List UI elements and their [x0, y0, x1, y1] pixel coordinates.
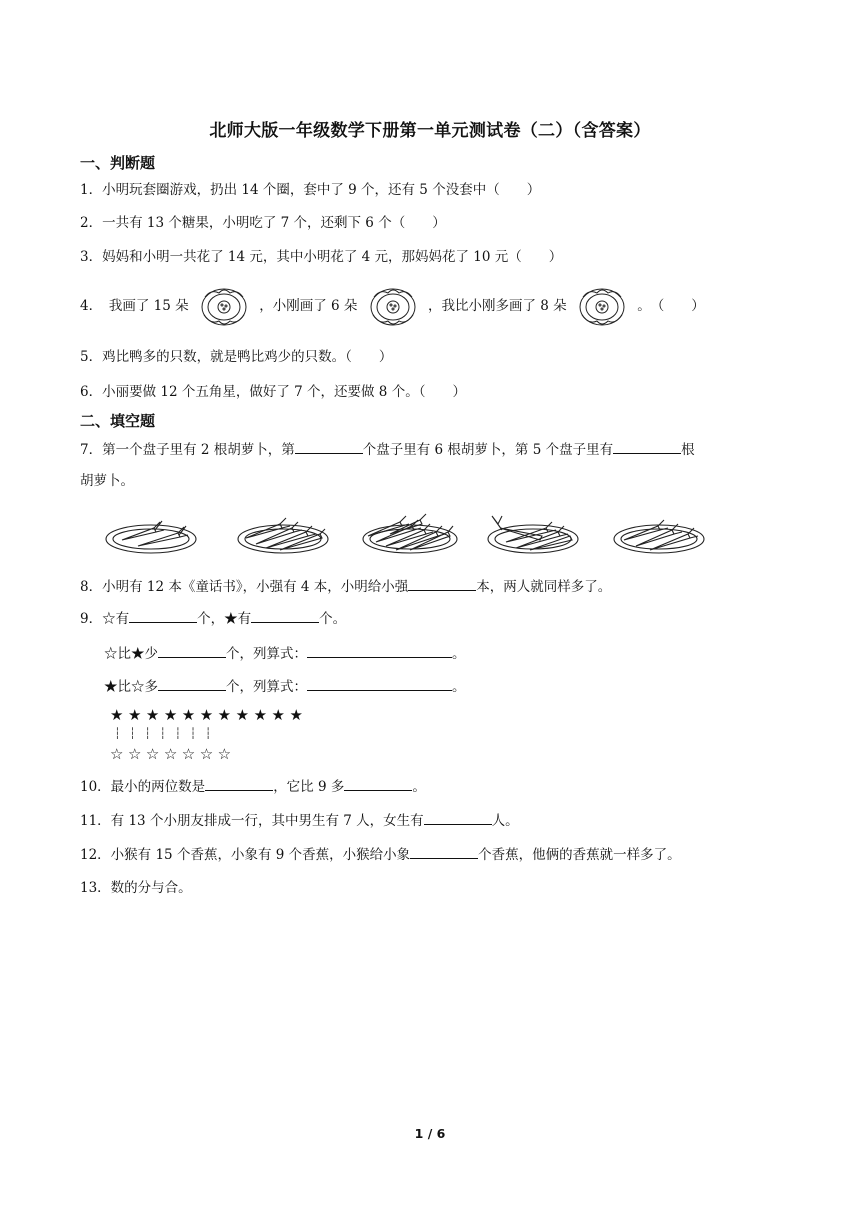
question-9-line-3-part-c: 。 [452, 679, 466, 695]
white-stars-row: ☆☆☆☆☆☆☆ [110, 745, 236, 763]
question-7-part-b: 个盘子里有 6 根胡萝卜，第 5 个盘子里有 [362, 442, 614, 458]
question-4-part-b: ，小刚画了 6 朵 [259, 298, 358, 314]
question-6: 6．小丽要做 12 个五角星，做好了 7 个，还要做 8 个。（ ） [80, 384, 466, 400]
question-5: 5．鸡比鸭多的只数，就是鸭比鸡少的只数。（ ） [80, 349, 393, 365]
question-12-part-a: 12．小猴有 15 个香蕉，小象有 9 个香蕉，小猴给小象 [80, 847, 411, 863]
question-4-part-a: 4． 我画了 15 朵 [80, 298, 189, 314]
question-9-line-2-part-b: 个，列算式： [226, 646, 307, 662]
section-heading-fill-in: 二、填空题 [80, 412, 156, 430]
question-9 [80, 608, 346, 629]
answer-blank[interactable] [344, 776, 412, 791]
carrot-plate-image [104, 506, 198, 556]
question-11-part-a: 11．有 13 个小朋友排成一行，其中男生有 7 人，女生有 [80, 813, 424, 829]
question-9-line-2-part-c: 。 [452, 646, 466, 662]
answer-blank[interactable] [307, 643, 452, 658]
question-8-part-b: 本，两人就同样多了。 [476, 579, 612, 595]
flower-icon [199, 285, 249, 329]
question-7-part-c: 根 [681, 442, 695, 458]
question-3: 3．妈妈和小明一共花了 14 元，其中小明花了 4 元，那妈妈花了 10 元（ ） [80, 249, 563, 265]
question-9-part-b: 个，★有 [197, 611, 252, 627]
question-4-part-d: 。 （ ） [637, 298, 705, 314]
question-12-part-b: 个香蕉，他俩的香蕉就一样多了。 [478, 847, 681, 863]
dashed-connectors-row: ┆┆┆┆┆┆┆ [114, 727, 220, 740]
question-9-line-2 [104, 643, 466, 664]
question-9-line-3-part-b: 个，列算式： [226, 679, 307, 695]
question-9-part-a: 9．☆有 [80, 611, 130, 627]
black-stars-row: ★★★★★★★★★★★ [110, 706, 308, 724]
question-9-line-3-part-a: ★比☆多 [104, 679, 158, 695]
question-10-part-a: 10．最小的两位数是 [80, 779, 206, 795]
carrot-plate-image [236, 506, 330, 556]
carrot-plate-image [612, 506, 706, 556]
answer-blank[interactable] [158, 643, 226, 658]
answer-blank[interactable] [307, 676, 452, 691]
question-7 [80, 439, 695, 460]
question-9-line-3 [104, 676, 466, 697]
question-10 [80, 776, 426, 797]
question-10-part-c: 。 [412, 779, 426, 795]
flower-icon [577, 285, 627, 329]
section-heading-judgement: 一、判断题 [80, 154, 156, 172]
answer-blank[interactable] [205, 776, 273, 791]
question-1: 1．小明玩套圈游戏，扔出 14 个圈，套中了 9 个，还有 5 个没套中（ ） [80, 182, 541, 198]
answer-blank[interactable] [158, 676, 226, 691]
question-7-continued: 胡萝卜。 [80, 473, 134, 489]
carrot-plate-image [486, 506, 580, 556]
page-title: 北师大版一年级数学下册第一单元测试卷（二）（含答案） [209, 121, 651, 141]
question-7-part-a: 7．第一个盘子里有 2 根胡萝卜，第 [80, 442, 295, 458]
answer-blank[interactable] [424, 810, 492, 825]
question-8 [80, 576, 611, 597]
question-4-part-c: ，我比小刚多画了 8 朵 [427, 298, 567, 314]
answer-blank[interactable] [408, 576, 476, 591]
question-10-part-b: ，它比 9 多 [273, 779, 345, 795]
flower-icon [368, 285, 418, 329]
question-2: 2．一共有 13 个糖果，小明吃了 7 个，还剩下 6 个（ ） [80, 215, 446, 231]
answer-blank[interactable] [251, 608, 319, 623]
page-number: 1 / 6 [414, 1126, 446, 1141]
question-8-part-a: 8．小明有 12 本《童话书》，小强有 4 本，小明给小强 [80, 579, 409, 595]
question-11-part-b: 人。 [491, 813, 519, 829]
answer-blank[interactable] [129, 608, 197, 623]
question-9-line-2-part-a: ☆比★少 [104, 646, 158, 662]
answer-blank[interactable] [613, 439, 681, 454]
question-9-part-c: 个。 [319, 611, 347, 627]
question-12 [80, 844, 681, 865]
carrot-plate-image [360, 506, 460, 556]
question-11 [80, 810, 519, 831]
answer-blank[interactable] [295, 439, 363, 454]
question-4 [80, 284, 705, 329]
answer-blank[interactable] [410, 844, 478, 859]
question-13: 13．数的分与合。 [80, 880, 192, 896]
